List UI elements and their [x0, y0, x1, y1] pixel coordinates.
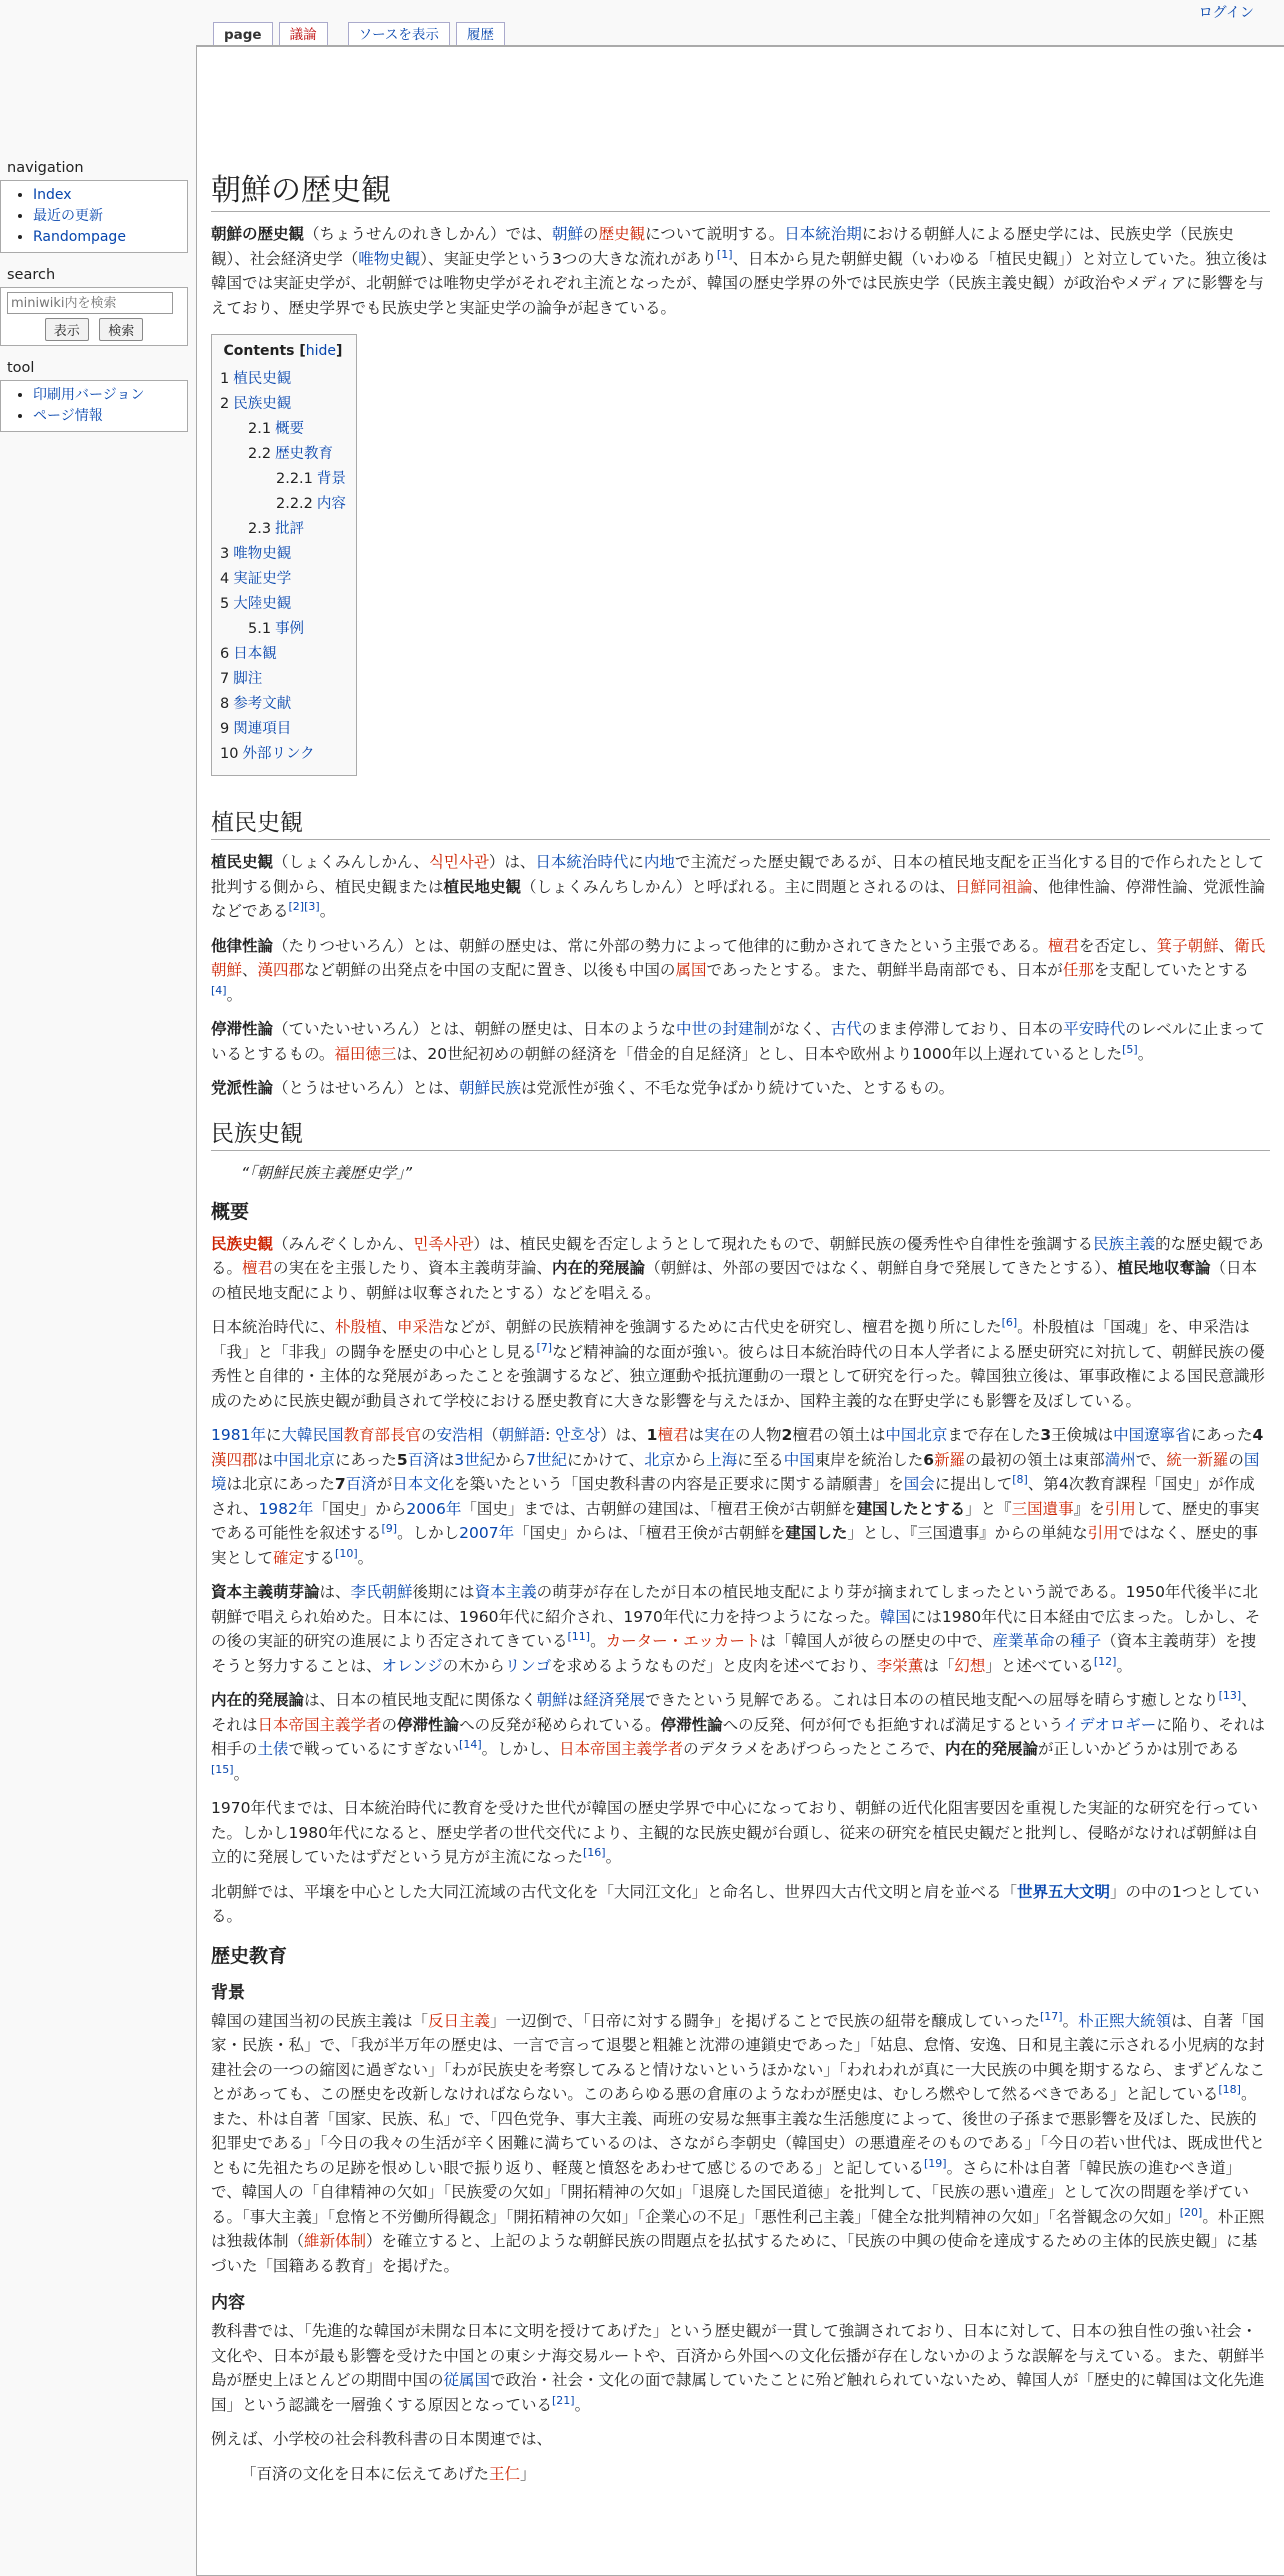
link-historiography[interactable]: 歴史観 — [598, 225, 646, 243]
link[interactable]: 日本文化 — [392, 1475, 455, 1493]
paragraph: 韓国の建国当初の民族主義は「反日主義」一辺倒で、「日帝に対する闘争」を掲げることで民族の紐帯を醸成していった[17]。朴正煕大統領は、自著「国家・民族・私」で、「我が半万年の歴史は、一言で言って退嬰と粗雑と沈滞の連鎖史であった」「姑息、怠惰、安逸、日和見主義に示される小児病的な封建社会の一つの縮図に過ぎない」「わが民族史を考察してみると情けないというほかない」「われわれが真に一大民族の中興を期するなら、まずどんなことがあっても、この歴史を改新しなければならない。このあらゆる悪の倉庫のようなわが歴史は、むしろ燃やして然るべきである」と記している[18]。また、朴は自著「国家、民族、私」で、「四色党争、事大主義、両班の安易な無事主義な生活態度によって、後世の子孫まで悪影響を及ぼした、民族的犯罪史である」「今日の我々の生活が辛く困難に満ちているのは、さながら李朝史（韓国史）の悪遺産そのものである」「今日の若い世代は、既成世代とともに先祖たちの足跡を恨めしい眼で振り返り、軽蔑と憤怒をあわせて感じるのである」と記している[19]。さらに朴は自著「韓民族の進むべき道」で、韓国人の「自律精神の欠如」「民族愛の欠如」「開拓精神の欠如」「退廃した国民道徳」を批判して、「民族の悪い遺産」として次の問題を挙げている。「事大主義」「怠惰と不労働所得観念」「開拓精神の欠如」「企業心の不足」「悪性利己主義」「健全な批判精神の欠如」「名誉観念の欠如」[20]。朴正煕は独裁体制（維新体制）を確立すると、上記のような朝鮮民族の問題点を払拭するために、「民族の中興の使命を達成するための主体的民族史観」に基づいた「国籍ある教育」を掲げた。 — [211, 2009, 1266, 2275]
paragraph: 1981年に大韓民国教育部長官の安浩相（朝鮮語: 안호상）は、1檀君は実在の人物2檀君の領土は中国北京まで存在した3王倹城は中国遼寧省にあった4漢四郡は中国北京にあった5百済は3世紀から7世紀にかけて、北京から上海に至る中国東岸を統治した6新羅の最初の領土は東部満州で、統一新羅の国境は北京にあった7百済が日本文化を築いたという「国史教科書の内容是正要求に関する請願書」を国会に提出して[8]、第4次教育課程「国史」が作成され、1982年「国史」から2006年「国史」までは、古朝鮮の建国は、「檀君王倹が古朝鮮を建国したとする」と『三国遺事』を引用して、歴史的事実である可能性を叙述する[9]。しかし2007年「国史」からは、「檀君王倹が古朝鮮を建国した」とし、『三国遺事』からの単純な引用ではなく、歴史的事実として確定する[10]。 — [211, 1426, 1264, 1567]
intro-paragraph: 朝鮮の歴史観（ちょうせんのれきしかん）では、朝鮮の歴史観について説明する。日本統治期における朝鮮人による歴史学には、民族史学（民族史観）、社会経済史学（唯物史観）、実証史学という3つの大きな流れがあり[1]、日本から見た朝鮮史観（いわゆる「植民史観」）と対立していた。独立後は韓国では実証史学が、北朝鮮では唯物史学がそれぞれ主流となったが、韓国の歴史学界の外では民族史学（民族主義史観）が政治やメディアに影響を与えており、歴史学界でも民族史学と実証史学の論争が起きている。 — [211, 225, 1268, 317]
subsection-heading: 歴史教育 — [211, 1944, 288, 1967]
link[interactable]: 1981年 — [211, 1426, 266, 1444]
page-title: 朝鮮の歴史観 — [211, 165, 1270, 212]
link[interactable]: カーター・エッカート — [605, 1632, 761, 1650]
link[interactable]: 幻想 — [954, 1656, 986, 1675]
paragraph: 党派性論（とうはせいろん）とは、朝鮮民族は党派性が強く、不毛な党争ばかり続けていた、とするもの。 — [211, 1079, 955, 1097]
tool-heading: tool — [7, 360, 35, 376]
link[interactable]: 韓国 — [879, 1607, 911, 1626]
link[interactable]: 日本帝国主義学者 — [257, 1715, 382, 1734]
paragraph: 北朝鮮では、平壌を中心とした大同江流域の古代文化を「大同江文化」と命名し、世界四大古代文明と肩を並べる「世界五大文明」の中の1つとしている。 — [211, 1882, 1260, 1925]
link[interactable]: 種子 — [1070, 1632, 1102, 1650]
toc-item[interactable]: 5.1 事例 — [248, 621, 305, 637]
ref-link[interactable]: [18] — [1218, 2082, 1241, 2096]
ref-link[interactable]: [14] — [459, 1737, 482, 1751]
link[interactable]: 李氏朝鮮 — [350, 1583, 413, 1601]
link[interactable]: 中国北京 — [273, 1450, 336, 1469]
sidebar-item-random-page[interactable]: Randompage — [33, 229, 126, 245]
paragraph: 他律性論（たりつせいろん）とは、朝鮮の歴史は、常に外部の勢力によって他律的に動かされてきたという主張である。檀君を否定し、箕子朝鮮、衛氏朝鮮、漢四郡など朝鮮の出発点を中国の支配に置き、以後も中国の属国であったとする。また、朝鮮半島南部でも、日本が任那を支配していたとする[4]。 — [211, 936, 1266, 1004]
link[interactable]: 世界五大文明 — [1017, 1882, 1111, 1901]
link[interactable]: 属国 — [675, 961, 707, 979]
ref-link[interactable]: [9] — [381, 1521, 398, 1535]
toc-item[interactable]: 2.1 概要 — [248, 421, 305, 437]
link[interactable]: 中世の封建制 — [676, 1020, 770, 1038]
ref-link[interactable]: [7] — [536, 1340, 553, 1354]
link[interactable]: 中国 — [783, 1450, 815, 1469]
toc-item[interactable]: 2.3 批評 — [248, 521, 305, 537]
link[interactable]: 檀君 — [242, 1259, 274, 1277]
ref-link[interactable]: [13] — [1218, 1688, 1242, 1702]
sidebar-item-page-info[interactable]: ページ情報 — [33, 408, 103, 424]
go-button[interactable]: 表示 — [45, 318, 89, 341]
link[interactable]: 三国遺事 — [1011, 1499, 1074, 1518]
link-japanese-rule[interactable]: 日本統治期 — [784, 225, 862, 243]
section-heading: 民族史観 — [211, 1115, 1270, 1151]
link[interactable]: 新羅 — [934, 1450, 966, 1469]
link[interactable]: 国境 — [211, 1450, 1260, 1493]
link[interactable]: 中国遼寧省 — [1113, 1426, 1191, 1444]
link[interactable]: 朝鮮 — [536, 1691, 568, 1709]
link[interactable]: 引用 — [1104, 1499, 1136, 1518]
link[interactable]: 日本帝国主義学者 — [559, 1740, 684, 1758]
ref-link[interactable]: [12] — [1093, 1654, 1117, 1668]
sidebar-item-printable[interactable]: 印刷用バージョン — [33, 387, 145, 403]
toc-title: Contents — [223, 343, 295, 359]
section-heading: 植民史観 — [211, 804, 1270, 840]
toc-item[interactable]: 5 大陸史観 — [220, 596, 292, 612]
ref-link[interactable]: [1] — [716, 247, 733, 261]
paragraph: 日本統治時代に、朴殷植、申采浩などが、朝鮮の民族精神を強調するために古代史を研究し、檀君を拠り所にした[6]。朴殷植は「国魂」を、申采浩は「我」と「非我」の闘争を歴史の中心とし見る[7]など精神論的な面が強い。彼らは日本統治時代の日本人学者による歴史研究に対抗して、朝鮮民族の優秀性と自律的・主体的な発展があったことを強調するなど、独立運動や抵抗運動の一環として研究を行った。韓国独立後は、軍事政権による国民意識形成のために民族史観が動員されて学校における歴史教育に大きな影響を与えたほか、国粋主義的な在野史学にも影響を及ぼしている。 — [211, 1315, 1265, 1410]
subsubsection-heading: 背景 — [211, 1982, 245, 2003]
paragraph: 内在的発展論は、日本の植民地支配に関係なく朝鮮は経済発展できたという見解である。これは日本のの植民地支配への屈辱を晴らす癒しとなり[13]、それは日本帝国主義学者の停滞性論への反発が秘められている。停滞性論への反発、何が何でも拒絶すれば満足するというイデオロギーに陥り、それは相手の土俵で戦っているにすぎない[14]。しかし、日本帝国主義学者のデタラメをあげつらったところで、内在的発展論が正しいかどうかは別である[15]。 — [211, 1688, 1265, 1783]
link[interactable]: 민족사관 — [413, 1234, 474, 1253]
link[interactable]: 内地 — [643, 853, 675, 871]
link[interactable]: 朴殷植 — [335, 1318, 382, 1336]
link[interactable]: 王仁 — [489, 2464, 521, 2483]
toc-item[interactable]: 2.2.2 内容 — [276, 496, 346, 512]
link[interactable]: 안호상 — [555, 1426, 601, 1444]
tab-page[interactable]: page — [213, 22, 273, 46]
link[interactable]: 申采浩 — [397, 1318, 444, 1336]
ref-link[interactable]: [21] — [552, 2393, 575, 2407]
link[interactable]: 上海 — [706, 1450, 738, 1469]
paragraph: 植民史観（しょくみんしかん、식민사관）は、日本統治時代に内地で主流だった歴史観であるが、日本の植民地支配を正当化する目的で作られたとして批判する側から、植民史観または植民地史観（しょくみんちしかん）と呼ばれる。主に問題とされるのは、日鮮同祖論、他律性論、停滞性論、党派性論などである[2][3]。 — [211, 853, 1266, 920]
paragraph: 資本主義萌芽論は、李氏朝鮮後期には資本主義の萌芽が存在したが日本の植民地支配により芽が摘まれてしまったという説である。1950年代後半に北朝鮮で唱えられ始めた。日本には、1960年代に紹介され、1970年代に力を持つようになった。韓国には1980年代に日本経由で広まった。しかし、その後の実証的研究の進展により否定されてきている[11]。カーター・エッカートは「韓国人が彼らの歴史の中で、産業革命の種子（資本主義萌芽）を捜そうと努力することは、オレンジの木からリンゴを求めるようなものだ」と皮肉を述べており、李栄薫は「幻想」と述べている[12]。 — [211, 1583, 1261, 1675]
link[interactable]: 国会 — [903, 1475, 935, 1493]
toc-item[interactable]: 2.2.1 背景 — [276, 471, 346, 487]
link-materialism[interactable]: 唯物史観 — [358, 249, 421, 268]
link[interactable]: 安浩相 — [436, 1426, 484, 1444]
ref-link[interactable]: [5] — [1122, 1042, 1138, 1056]
paragraph: 例えば、小学校の社会科教科書の日本関連では、 — [211, 2430, 553, 2448]
link[interactable]: 維新体制 — [304, 2232, 367, 2250]
ref-link[interactable]: [2][3] — [288, 899, 320, 913]
link[interactable]: 7世紀 — [526, 1450, 567, 1469]
list-item: 「百済の文化を日本に伝えてあげた王仁」 — [241, 2464, 536, 2483]
link[interactable]: 引用 — [1087, 1524, 1119, 1542]
link[interactable]: 朝鮮語 — [498, 1426, 546, 1444]
link[interactable]: 民族主義 — [1093, 1234, 1156, 1253]
link[interactable]: 土俵 — [257, 1740, 289, 1758]
paragraph: 1970年代までは、日本統治時代に教育を受けた世代が韓国の歴史学界で中心になっており、朝鮮の近代化阻害要因を重視した実証的な研究を行っていた。しかし1980年代になると、歴史学者の世代交代により、主観的な民族史観が台頭し、従来の研究を植民史観だと批判し、侵略がなければ朝鮮は自立的に発展していたはずだという見方が主流になった[16]。 — [211, 1799, 1258, 1866]
link[interactable]: リンゴ — [504, 1656, 552, 1675]
link[interactable]: 3世紀 — [454, 1450, 496, 1469]
toc-item[interactable]: 10 外部リンク — [220, 746, 315, 762]
link[interactable]: 식민사관 — [428, 853, 489, 871]
ref-link[interactable]: [6] — [1001, 1315, 1018, 1329]
nav-heading: navigation — [7, 160, 84, 176]
search-button[interactable]: 検索 — [99, 318, 143, 341]
link[interactable]: 大韓民国 — [281, 1426, 344, 1444]
tab-history[interactable]: 履歴 — [456, 22, 505, 46]
sidebar-item-recent-changes[interactable]: 最近の更新 — [33, 208, 103, 224]
tool-portlet — [0, 380, 188, 432]
toc-item[interactable]: 3 唯物史観 — [220, 546, 292, 562]
search-heading: search — [7, 267, 56, 283]
link[interactable]: オレンジ — [381, 1656, 443, 1675]
link[interactable]: イデオロギー — [1063, 1715, 1157, 1734]
table-of-contents: Contents [hide] 1 植民史観 2 民族史観 2.1 概要 2.2 歴史教育 2.2.1 背景 2.2.2 内容 2.3 批評 3 唯物史観 4 実証史学 5 大陸史観 5.1 事例 6 日本観 7 脚注 8 参考文献 9 関連項目 10 外部リンク — [211, 334, 357, 776]
tab-view-source[interactable]: ソースを表示 — [348, 22, 450, 46]
link[interactable]: 箕子朝鮮 — [1156, 936, 1219, 955]
toc-item[interactable]: 8 参考文献 — [220, 696, 292, 712]
link[interactable]: 日鮮同祖論 — [955, 877, 1033, 896]
toc-item[interactable]: 2 民族史観 — [220, 396, 292, 412]
quote: “「朝鮮民族主義歴史学」” — [241, 1163, 413, 1182]
link[interactable]: 産業革命 — [992, 1632, 1055, 1650]
link-korea[interactable]: 朝鮮 — [552, 225, 584, 243]
login-link[interactable]: ログイン — [1198, 5, 1254, 21]
toc-item[interactable]: 2.2 歴史教育 — [248, 446, 334, 462]
ref-link[interactable]: [15] — [211, 1762, 234, 1776]
link[interactable]: 古代 — [830, 1020, 862, 1038]
link[interactable]: 中国北京 — [885, 1426, 948, 1444]
link[interactable]: 反日主義 — [428, 2011, 491, 2030]
link[interactable]: 2007年 — [459, 1524, 515, 1542]
toc-item[interactable]: 4 実証史学 — [220, 571, 292, 587]
link[interactable]: 満州 — [1104, 1450, 1136, 1469]
subsection-heading: 概要 — [211, 1200, 250, 1223]
link[interactable]: 朴正煕大統領 — [1078, 2011, 1172, 2030]
link[interactable]: 漢四郡 — [211, 1450, 258, 1469]
link[interactable]: 統一新羅 — [1166, 1450, 1229, 1469]
toc-item[interactable]: 9 関連項目 — [220, 721, 292, 737]
link[interactable]: 2006年 — [406, 1499, 462, 1518]
link[interactable]: 衛氏朝鮮 — [211, 936, 1266, 979]
search-portlet — [0, 287, 188, 346]
ref-link[interactable]: [8] — [1012, 1472, 1028, 1486]
link[interactable]: 李栄薫 — [876, 1656, 924, 1675]
ref-link[interactable]: [17] — [1039, 2009, 1063, 2023]
paragraph: 民族史観（みんぞくしかん、민족사관）は、植民史観を否定しようとして現れたもので、朝鮮民族の優秀性や自律性を強調する民族主義的な歴史観である。檀君の実在を主張したり、資本主義萌芽論、内在的発展論（朝鮮は、外部の要因ではなく、朝鮮自身で発展してきたとする）、植民地収奪論（日本の植民地支配により、朝鮮は収奪されたとする）などを唱える。 — [211, 1234, 1264, 1302]
link[interactable]: 檀君 — [1048, 936, 1080, 955]
link[interactable]: 確定 — [273, 1548, 305, 1567]
link[interactable]: 福田徳三 — [334, 1044, 397, 1063]
ref-link[interactable]: [10] — [335, 1546, 358, 1560]
search-input[interactable] — [7, 292, 173, 314]
ref-link[interactable]: [16] — [583, 1845, 606, 1859]
link[interactable]: 実在 — [703, 1426, 735, 1444]
page-tabs — [213, 22, 505, 46]
link[interactable]: 朝鮮民族 — [459, 1079, 522, 1097]
example-list — [211, 2462, 1270, 2486]
link[interactable]: 従属国 — [443, 2371, 491, 2389]
link[interactable]: 資本主義 — [474, 1583, 537, 1601]
toc-item[interactable]: 7 脚注 — [220, 671, 263, 687]
nav-portlet — [0, 180, 188, 253]
link[interactable]: 檀君 — [657, 1426, 689, 1444]
ref-link[interactable]: [20] — [1179, 2205, 1203, 2219]
link[interactable]: 日本統治時代 — [535, 853, 629, 871]
ref-link[interactable]: [11] — [567, 1629, 591, 1643]
tab-talk[interactable]: 議論 — [279, 22, 328, 46]
toc-hide-link[interactable]: hide — [305, 343, 337, 359]
link[interactable]: 教育部長官 — [343, 1426, 421, 1444]
link[interactable]: 百済 — [407, 1450, 439, 1469]
link[interactable]: 平安時代 — [1063, 1020, 1126, 1038]
content-area — [196, 46, 1284, 2576]
link[interactable]: 経済発展 — [583, 1691, 646, 1709]
toc-item[interactable]: 1 植民史観 — [220, 371, 292, 387]
link[interactable]: 百済 — [345, 1475, 377, 1493]
toc-item[interactable]: 6 日本観 — [220, 646, 277, 662]
paragraph: 教科書では、「先進的な韓国が未開な日本に文明を授けてあげた」という歴史観が一貫して強調されており、日本に対して、日本の独自性の強い社会・文化や、日本が最も影響を受けた中国との東シナ海交易ルートや、百済から外国への文化伝播が存在しないかのような誤解を与えている。また、朝鮮半島が歴史上ほとんどの期間中国の従属国で政治・社会・文化の面で隷属していたことに殆ど触れられていないため、韓国人が「歴史的に韓国は文化先進国」という認識を一層強くする原因となっている[21]。 — [211, 2322, 1265, 2414]
paragraph: 停滞性論（ていたいせいろん）とは、朝鮮の歴史は、日本のような中世の封建制がなく、古代のまま停滞しており、日本の平安時代のレベルに止まっているとするもの。福田徳三は、20世紀初めの朝鮮の経済を「借金的自足経済」とし、日本や欧州より1000年以上遅れているとした[5]。 — [211, 1020, 1265, 1063]
link[interactable]: 北京 — [644, 1450, 676, 1469]
subsubsection-heading: 内容 — [211, 2293, 245, 2313]
ref-link[interactable]: [19] — [924, 2156, 947, 2170]
sidebar — [0, 160, 188, 446]
link[interactable]: 任那 — [1062, 961, 1094, 979]
sidebar-item-index[interactable]: Index — [33, 187, 72, 203]
ref-link[interactable]: [4] — [211, 983, 227, 997]
link[interactable]: 漢四郡 — [257, 961, 305, 979]
link[interactable]: 1982年 — [258, 1499, 314, 1518]
